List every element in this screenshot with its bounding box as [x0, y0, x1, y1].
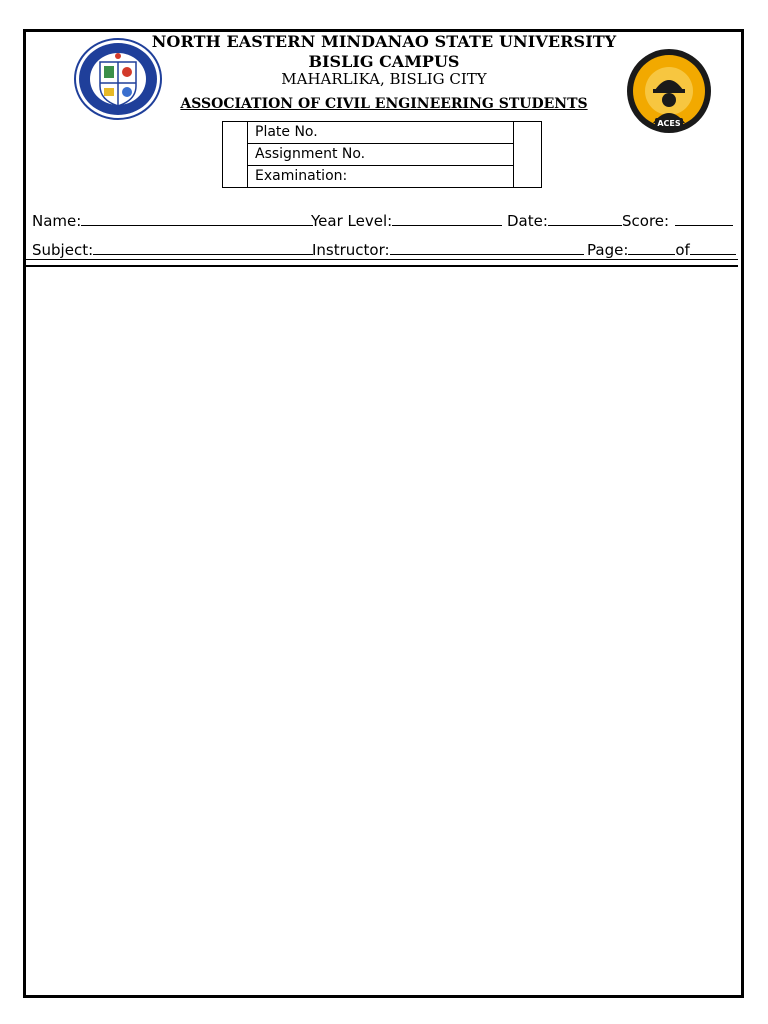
name-label: Name: — [32, 212, 82, 230]
name-blank[interactable] — [81, 211, 313, 226]
header-separator-thick — [26, 265, 738, 267]
score-label: Score: — [622, 212, 670, 230]
drawing-area[interactable] — [26, 268, 738, 992]
subject-blank[interactable] — [93, 240, 313, 255]
year-level-field — [311, 211, 502, 230]
page-label: Page: — [587, 241, 629, 259]
instructor-blank[interactable] — [390, 240, 584, 255]
plate-no-label: Plate No. — [248, 122, 514, 144]
instructor-label: Instructor: — [312, 241, 390, 259]
of-label: of — [675, 241, 690, 259]
subject-label: Subject: — [32, 241, 94, 259]
date-blank[interactable] — [548, 211, 622, 226]
instructor-field — [312, 240, 584, 259]
campus-location: MAHARLIKA, BISLIG CITY — [281, 70, 487, 88]
table-right-cell — [513, 122, 541, 187]
subject-field — [32, 240, 313, 259]
svg-text:ACES: ACES — [657, 119, 681, 128]
date-label: Date: — [507, 212, 548, 230]
table-left-cell — [223, 122, 248, 187]
page-field — [587, 240, 736, 259]
score-field — [622, 211, 733, 230]
association-name: ASSOCIATION OF CIVIL ENGINEERING STUDENTS — [180, 96, 588, 112]
examination-label: Examination: — [255, 168, 348, 184]
year-level-label: Year Level: — [311, 212, 393, 230]
plate-info-table — [222, 121, 542, 188]
year-level-blank[interactable] — [392, 211, 502, 226]
assignment-no-label: Assignment No. — [248, 144, 514, 166]
page-blank[interactable] — [628, 240, 675, 255]
header-separator-thin — [26, 259, 738, 260]
page-total-blank[interactable] — [690, 240, 736, 255]
campus-name: BISLIG CAMPUS — [308, 52, 460, 71]
date-field — [507, 211, 622, 230]
university-name: NORTH EASTERN MINDANAO STATE UNIVERSITY — [151, 32, 617, 51]
name-field — [32, 211, 313, 230]
score-blank[interactable] — [675, 211, 733, 226]
